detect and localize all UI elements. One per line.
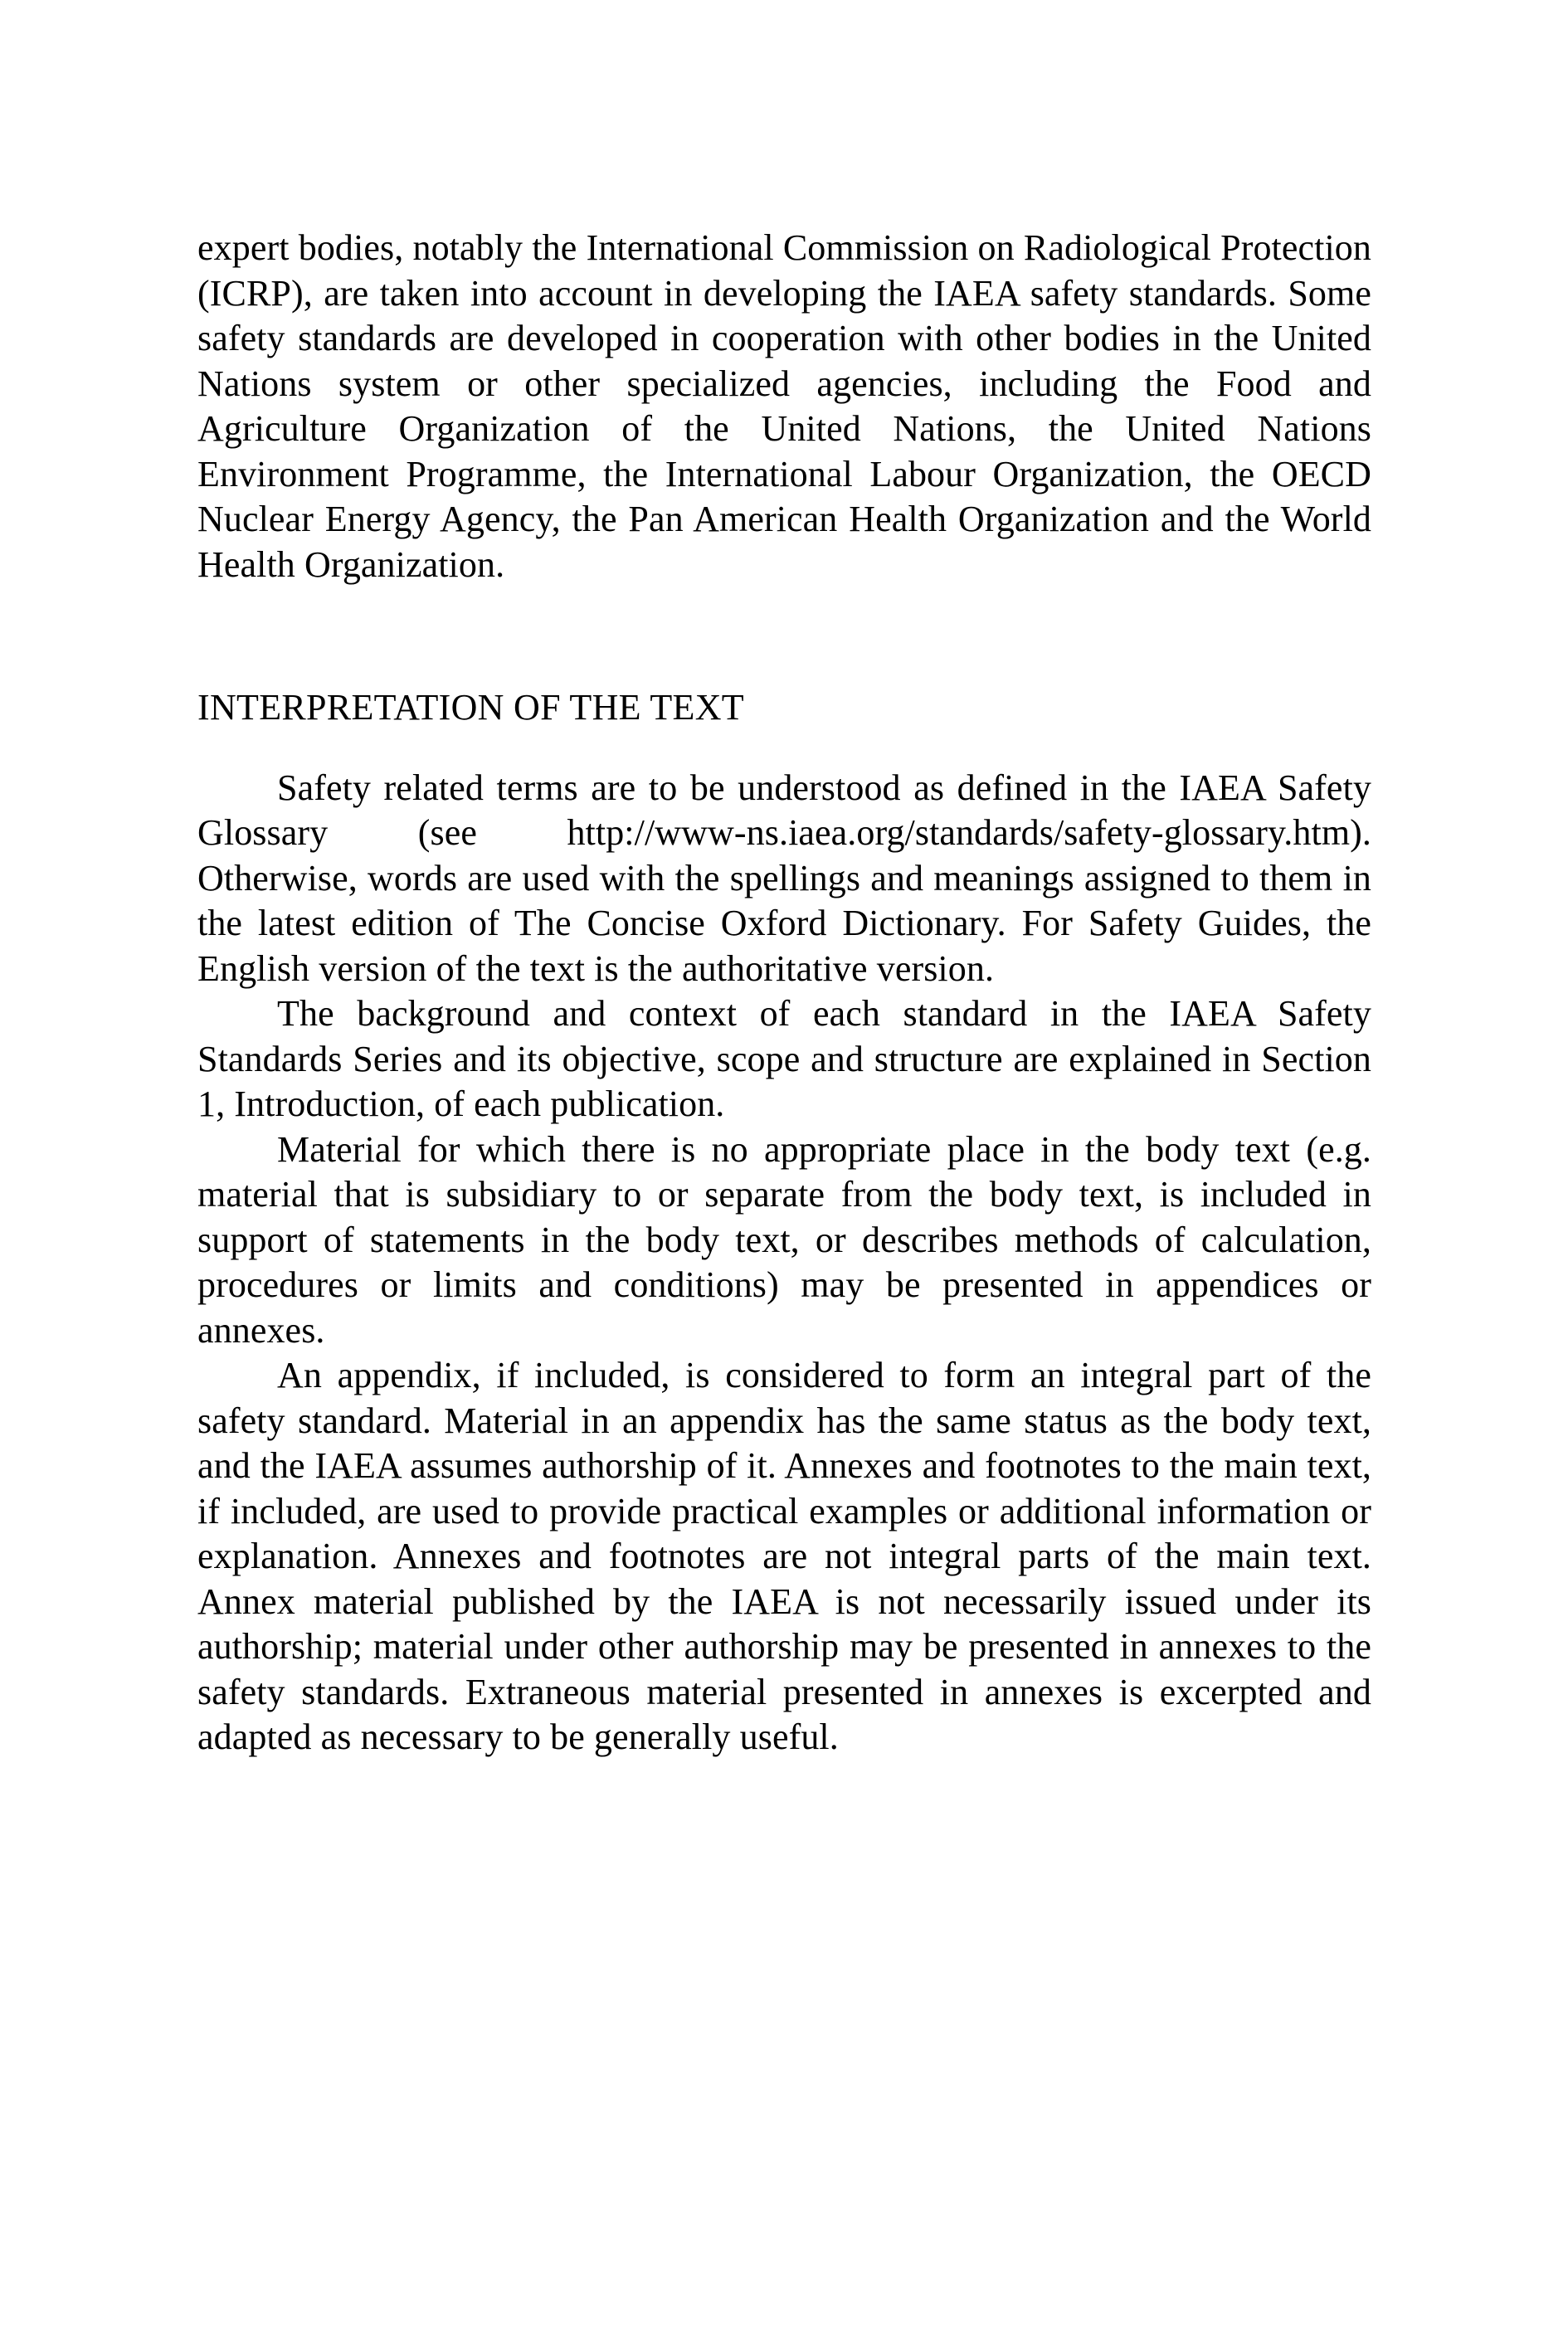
section-heading: INTERPRETATION OF THE TEXT	[197, 687, 744, 728]
body-paragraph: Material for which there is no appropriate place in the body text (e.g. material that is subsidiary to or separate from the body text, is included in support of statements in the body text, or describes methods of calculation, procedures or limits and conditions) may be presented in appendices or annexes.	[197, 1128, 1371, 1351]
continuation-paragraph: expert bodies, notably the International Commission on Radiological Protection (ICRP), are taken into account in developing the IAEA safety standards. Some safety standards are developed in cooperation with other bodies in the United Nations system or other specialized agencies, including the Food and Agriculture Organization of the United Nations, the United Nations Environment Programme, the International Labour Organization, the OECD Nuclear Energy Agency, the Pan American Health Organization and the World Health Organization.	[197, 227, 1371, 585]
body-paragraph: Safety related terms are to be understood as defined in the IAEA Safety Glossary (see http://www-ns.iaea.org/standards/safety-glossary.htm). Otherwise, words are used with the spellings and meanings assigned to them in the latest edition of The Concise Oxford Dictionary. For Safety Guides, the English version of the text is the authoritative version.	[197, 767, 1371, 989]
page-text-block	[197, 226, 1371, 1760]
body-paragraph: The background and context of each standard in the IAEA Safety Standards Series and its objective, scope and structure are explained in Section 1, Introduction, of each publication.	[197, 993, 1371, 1124]
body-paragraph: An appendix, if included, is considered to form an integral part of the safety standard. Material in an appendix has the same status as the body text, and the IAEA assumes authorship of it. Annexes and footnotes to the main text, if included, are used to provide practical examples or additional information or explanation. Annexes and footnotes are not integral parts of the main text. Annex material published by the IAEA is not necessarily issued under its authorship; material under other authorship may be presented in annexes to the safety standards. Extraneous material presented in annexes is excerpted and adapted as necessary to be generally useful.	[197, 1355, 1371, 1757]
